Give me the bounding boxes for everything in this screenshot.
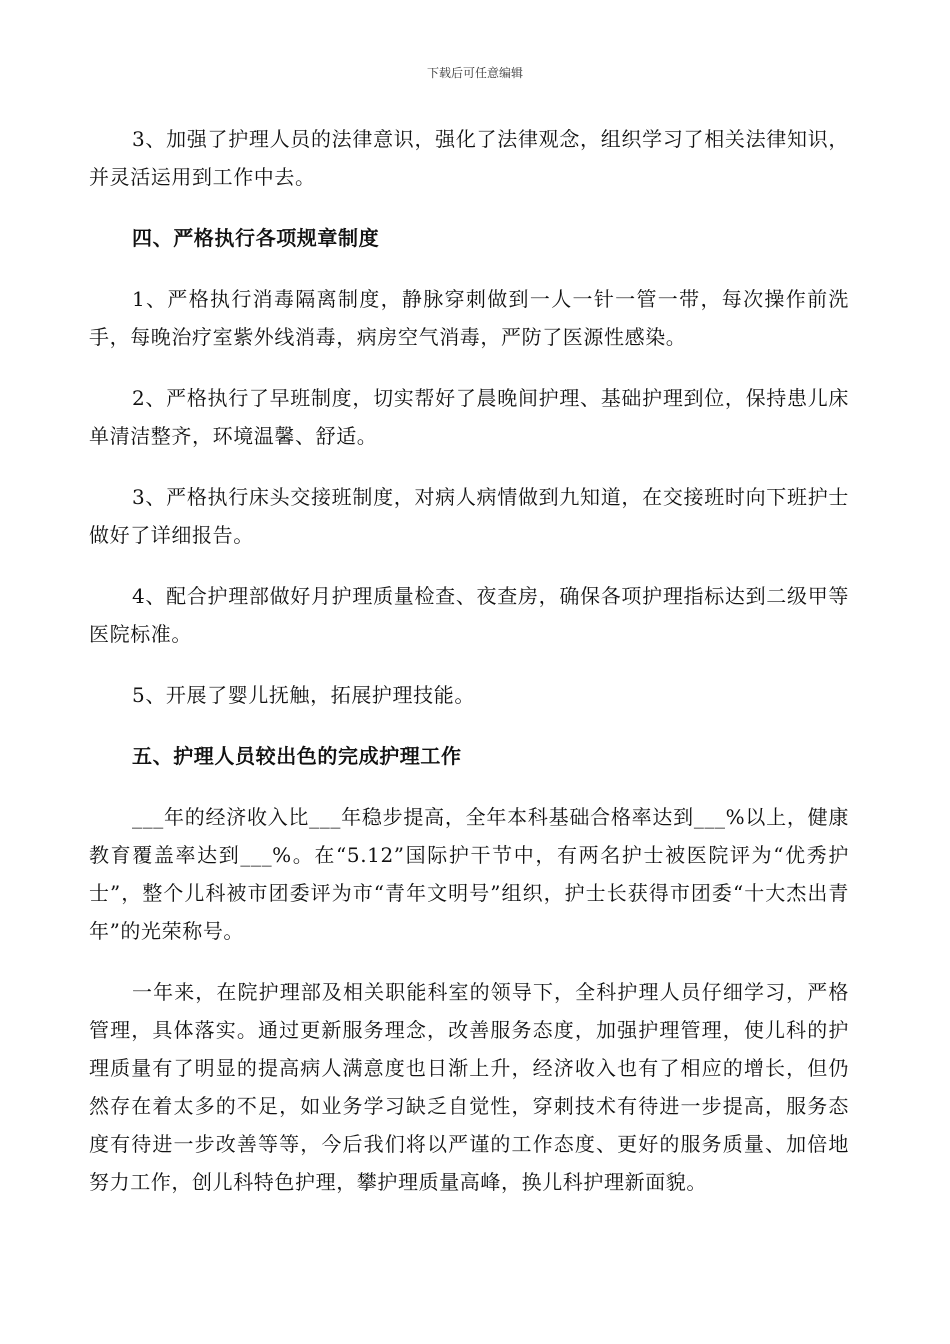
paragraph-handover: 3、严格执行床头交接班制度，对病人病情做到九知道，在交接班时向下班护士做好了详细报告。 xyxy=(89,485,849,547)
paragraph-disinfection: 1、严格执行消毒隔离制度，静脉穿刺做到一人一针一管一带，每次操作前洗手，每晚治疗室紫外线消毒，病房空气消毒，严防了医源性感染。 xyxy=(89,287,849,349)
paragraph-income-awards: ___年的经济收入比___年稳步提高，全年本科基础合格率达到___%以上，健康教育覆盖率达到___%。在“5.12”国际护干节中，有两名护士被医院评为“优秀护士”，整个儿科被市团委评为市“青年文明号”组织，护士长获得市团委“十大杰出青年”的光荣称号。 xyxy=(89,805,849,943)
section-heading-4: 四、严格执行各项规章制度 xyxy=(132,226,380,250)
paragraph-law-awareness: 3、加强了护理人员的法律意识，强化了法律观念，组织学习了相关法律知识，并灵活运用到工作中去。 xyxy=(89,127,849,189)
paragraph-infant-touch: 5、开展了婴儿抚触，拓展护理技能。 xyxy=(132,683,475,707)
paragraph-morning-shift: 2、严格执行了早班制度，切实帮好了晨晚间护理、基础护理到位，保持患儿床单清洁整齐，环境温馨、舒适。 xyxy=(89,386,849,448)
page-header: 下载后可任意编辑 xyxy=(426,66,523,80)
paragraph-summary: 一年来，在院护理部及相关职能科室的领导下，全科护理人员仔细学习，严格管理，具体落实。通过更新服务理念，改善服务态度，加强护理管理，使儿科的护理质量有了明显的提高病人满意度也日渐上升，经济收入也有了相应的增长，但仍然存在着太多的不足，如业务学习缺乏自觉性，穿刺技术有待进一步提高，服务态度有待进一步改善等等，今后我们将以严谨的工作态度、更好的服务质量、加倍地努力工作，创儿科特色护理，攀护理质量高峰，换儿科护理新面貌。 xyxy=(89,980,849,1194)
section-heading-5: 五、护理人员较出色的完成护理工作 xyxy=(132,744,462,768)
document-body xyxy=(89,120,849,1201)
paragraph-quality-check: 4、配合护理部做好月护理质量检查、夜查房，确保各项护理指标达到二级甲等医院标准。 xyxy=(89,584,849,646)
